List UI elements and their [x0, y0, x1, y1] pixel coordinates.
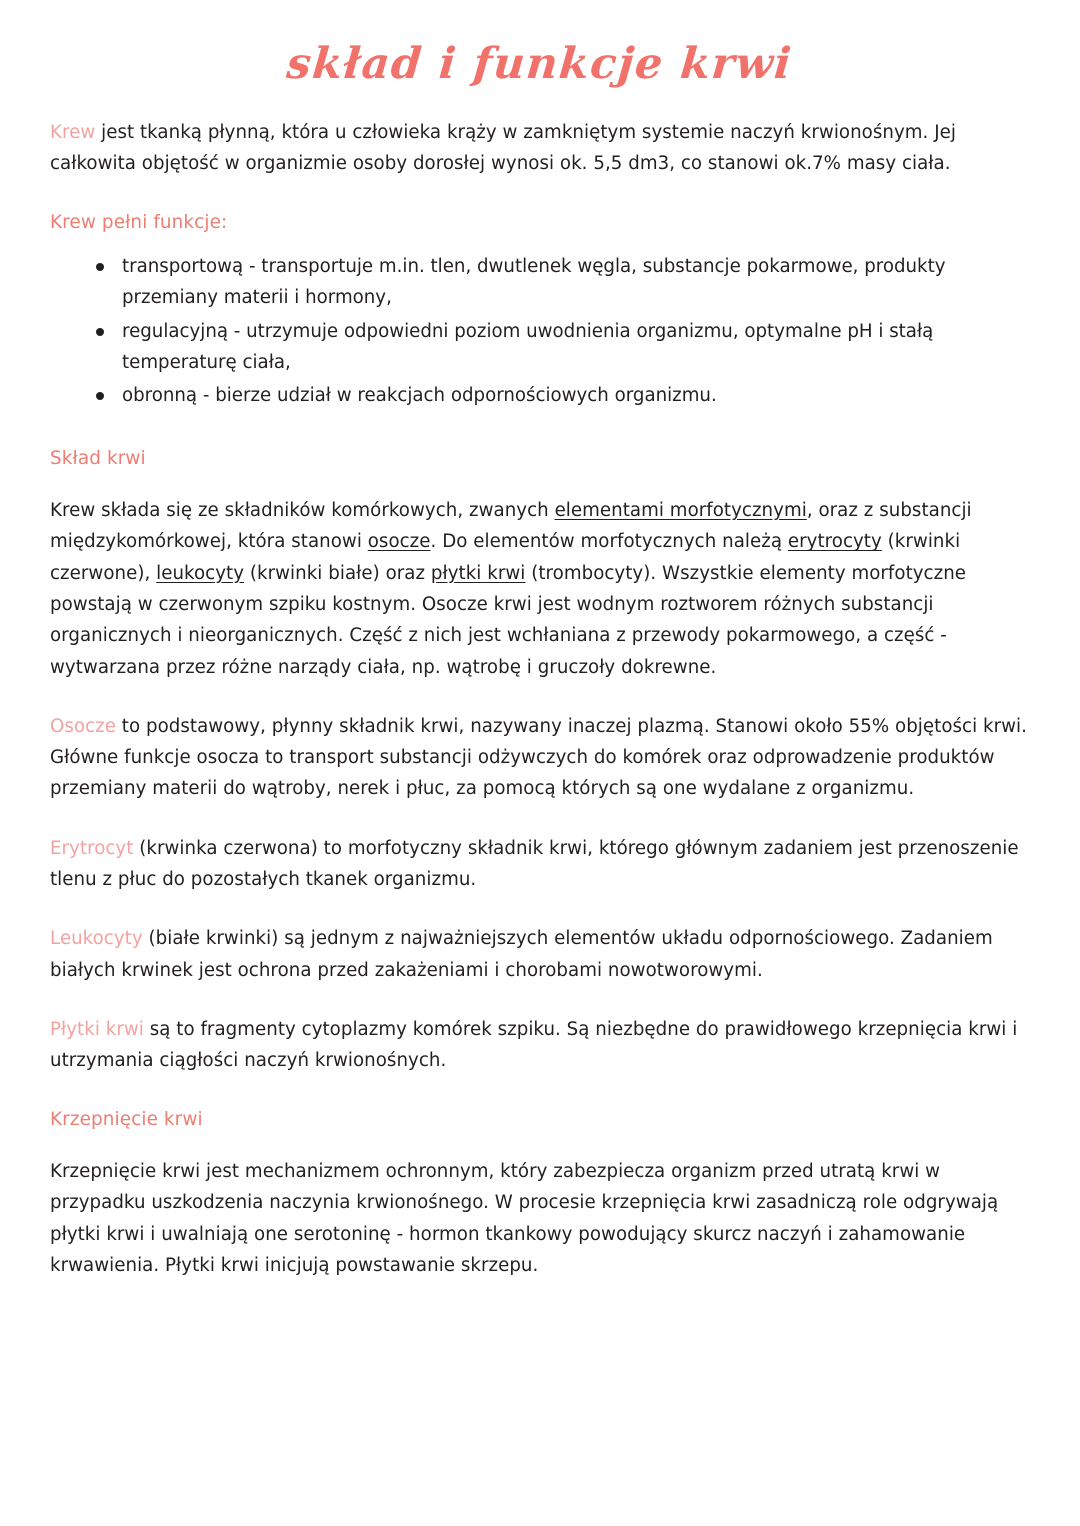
erythrocyte-paragraph-text: (krwinka czerwona) to morfotyczny składnik krwi, którego głównym zadaniem jest przenoszenie tlenu z płuc do pozostałych tkanek organizmu.	[50, 837, 1019, 891]
leukocyte-paragraph	[50, 923, 1030, 986]
composition-paragraph	[50, 495, 1030, 683]
functions-list	[50, 251, 1030, 411]
list-item: regulacyjną - utrzymuje odpowiedni poziom uwodnienia organizmu, optymalne pH i stałą temperaturę ciała,	[96, 316, 1030, 379]
plasma-paragraph	[50, 711, 1030, 805]
leukocyte-paragraph-text: (białe krwinki) są jednym z najważniejszych elementów układu odpornościowego. Zadaniem białych krwinek jest ochrona przed zakażeniami i chorobami nowotworowymi.	[50, 928, 993, 981]
platelets-paragraph-text: są to fragmenty cytoplazmy komórek szpiku. Są niezbędne do prawidłowego krzepnięcia krwi i utrzymania ciągłości naczyń krwionośnych.	[50, 1018, 1018, 1072]
term-plasma: osocze	[367, 531, 431, 553]
functions-heading: Krew pełni funkcje:	[50, 211, 228, 233]
page-title: skład i funkcje krwi	[284, 39, 795, 89]
spacer	[50, 1134, 1030, 1156]
composition-text-4: (krwinki czerwone),	[50, 531, 961, 584]
platelets-lead-term: Płytki krwi	[50, 1018, 144, 1040]
intro-lead-term: Krew	[50, 122, 96, 144]
clotting-heading: Krzepnięcie krwi	[50, 1108, 203, 1130]
term-erythrocytes: erytrocyty	[787, 531, 882, 553]
composition-heading: Skład krwi	[50, 447, 146, 469]
composition-text-2: , oraz z substancji międzykomórkowej, która stanowi	[50, 500, 972, 553]
spacer	[50, 473, 1030, 495]
plasma-lead-term: Osocze	[50, 715, 116, 737]
erythrocyte-lead-term: Erytrocyt	[50, 837, 134, 859]
composition-text-5: (krwinki białe) oraz	[244, 562, 431, 584]
plasma-paragraph-text: to podstawowy, płynny składnik krwi, nazywany inaczej plazmą. Stanowi około 55% objętości krwi. Główne funkcje osocza to transport substancji odżywczych do komórek oraz odprowadzenie produktów przemiany materii do wątroby, nerek i płuc, za pomocą których są one wydalane z organizmu.	[50, 715, 1027, 800]
term-platelets: płytki krwi	[430, 562, 526, 584]
term-leukocytes: leukocyty	[156, 562, 245, 584]
leukocyte-lead-term: Leukocyty	[50, 928, 143, 950]
spacer	[50, 986, 1030, 1014]
list-item: transportową - transportuje m.in. tlen, dwutlenek węgla, substancje pokarmowe, produkty przemiany materii i hormony,	[96, 251, 1030, 314]
platelets-paragraph	[50, 1014, 1030, 1077]
spacer	[50, 180, 1030, 208]
spacer	[50, 414, 1030, 444]
spacer	[50, 1077, 1030, 1105]
term-morphotic-elements: elementami morfotycznymi	[554, 500, 807, 522]
spacer	[50, 683, 1030, 711]
list-item: obronną - bierze udział w reakcjach odpornościowych organizmu.	[96, 380, 1030, 411]
intro-paragraph-text: jest tkanką płynną, która u człowieka krąży w zamkniętym systemie naczyń krwionośnym. Jej całkowita objętość w organizmie osoby dorosłej wynosi ok. 5,5 dm3, co stanowi ok.7% masy ciała.	[50, 122, 956, 175]
spacer	[50, 895, 1030, 923]
composition-text-6: (trombocyty). Wszystkie elementy morfotyczne powstają w czerwonym szpiku kostnym. Osocze krwi jest wodnym roztworem różnych substancji organicznych i nieorganicznych. Część z nich jest wchłaniana z przewody pokarmowego, a część - wytwarzana przez różne narządy ciała, np. wątrobę i gruczoły dokrewne.	[50, 562, 967, 678]
erythrocyte-paragraph	[50, 833, 1030, 896]
spacer	[50, 805, 1030, 833]
intro-paragraph	[50, 117, 1030, 180]
composition-text-3: . Do elementów morfotycznych należą	[430, 531, 788, 553]
composition-text-1: Krew składa się ze składników komórkowych, zwanych	[50, 500, 555, 522]
clotting-paragraph: Krzepnięcie krwi jest mechanizmem ochronnym, który zabezpiecza organizm przed utratą krwi w przypadku uszkodzenia naczynia krwionośnego. W procesie krzepnięcia krwi zasadniczą role odgrywają płytki krwi i uwalniają one serotoninę - hormon tkankowy powodujący skurcz naczyń i zahamowanie krwawienia. Płytki krwi inicjują powstawanie skrzepu.	[50, 1160, 999, 1276]
